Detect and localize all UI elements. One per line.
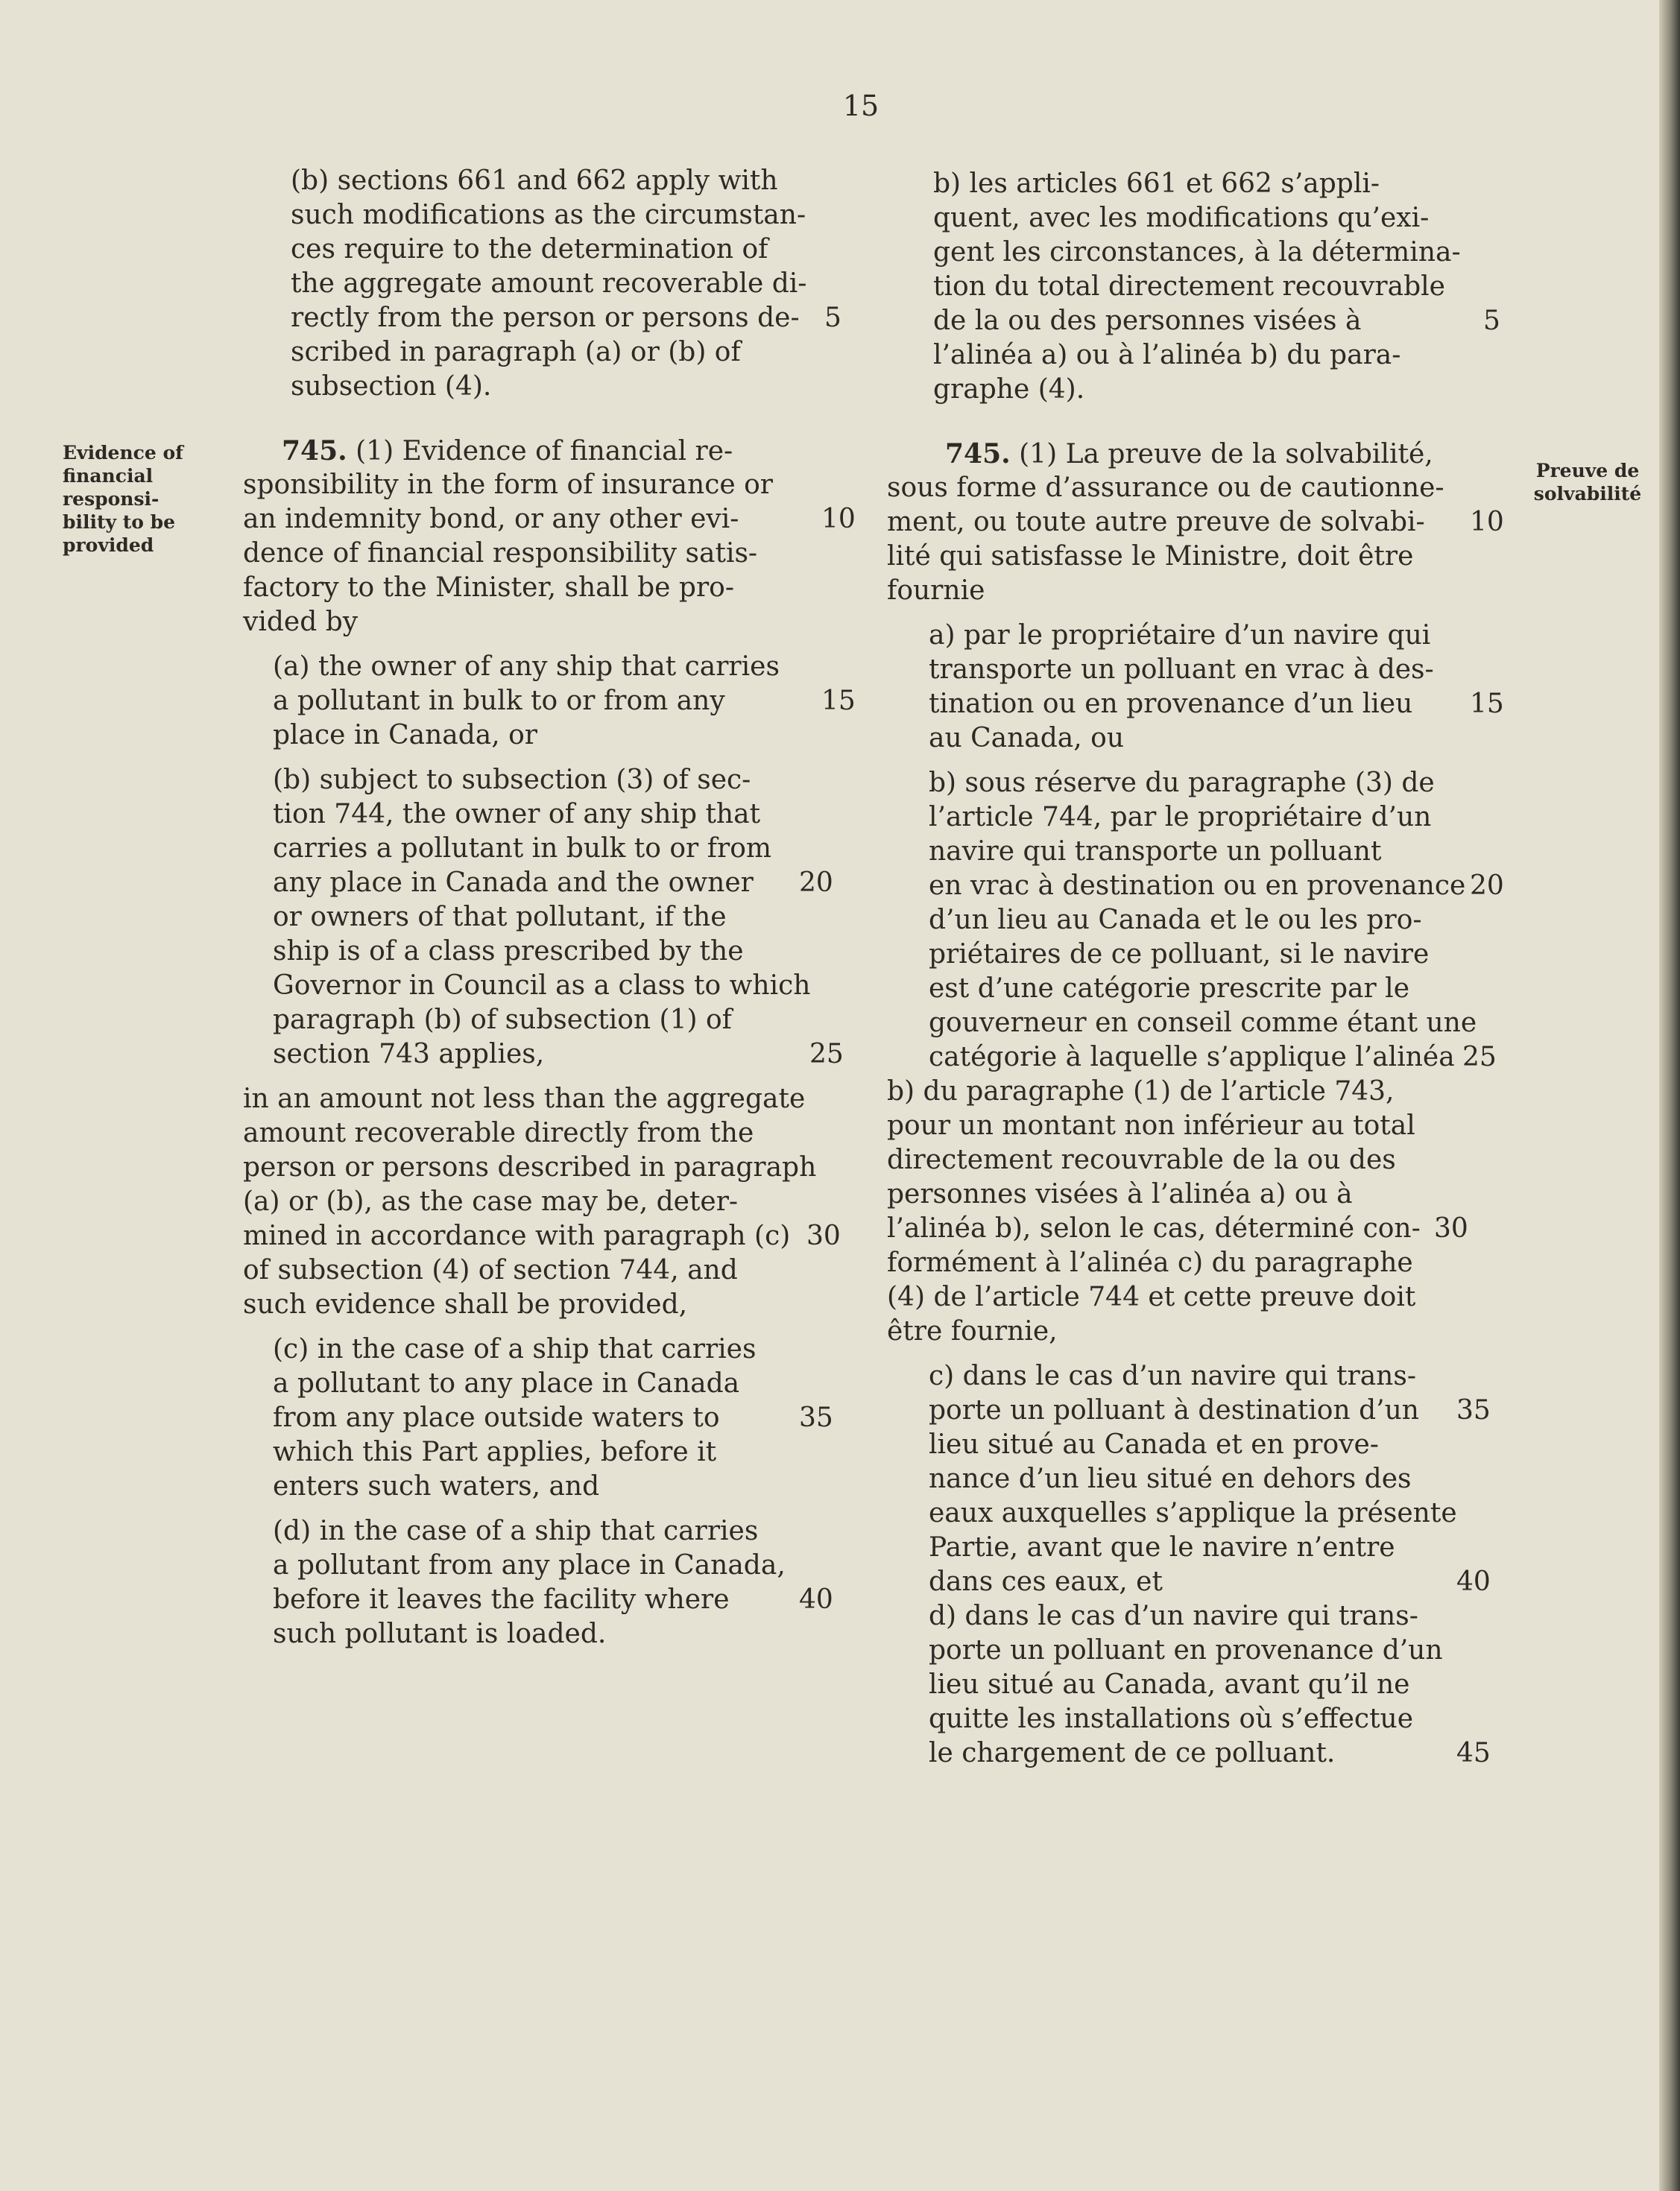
line-number: 5: [1483, 306, 1500, 336]
text-line: a pollutant to any place in Canada: [273, 1368, 740, 1399]
text-line: navire qui transporte un polluant: [929, 836, 1382, 867]
page-binding-edge: [1659, 0, 1680, 2191]
fr-section-745: [887, 437, 1504, 608]
line-number: 45: [1456, 1738, 1491, 1768]
text-line: [945, 437, 1498, 471]
line-number: 40: [799, 1584, 833, 1615]
text-line: [273, 866, 833, 900]
fr-paragraph-a: [929, 619, 1504, 756]
line-number: 30: [1434, 1213, 1468, 1244]
text-line: enters such waters, and: [273, 1471, 600, 1502]
text-line: gouverneur en conseil comme étant une: [929, 1008, 1477, 1038]
text-line: c) dans le cas d’un navire qui trans-: [929, 1361, 1416, 1391]
en-section-745: [243, 434, 856, 639]
marginal-note-line: financial: [63, 465, 154, 487]
text-line: directement recouvrable de la ou des: [887, 1145, 1396, 1175]
text-line: transporte un polluant en vrac à des-: [929, 654, 1434, 685]
line-text: an indemnity bond, or any other evi-: [243, 504, 739, 534]
text-line: priétaires de ce polluant, si le navire: [929, 939, 1430, 970]
text-line: [243, 502, 856, 537]
fr-paragraph-c: [929, 1359, 1498, 1599]
text-line: tion du total directement recouvrable: [933, 271, 1445, 302]
french-column: [887, 167, 1504, 1771]
fr-paragraph-b-intro: [933, 167, 1498, 407]
marginal-note-line: Preuve de: [1535, 460, 1640, 481]
en-paragraph-c: [273, 1332, 833, 1504]
marginal-note-line: Evidence of: [63, 442, 183, 464]
text-line: l’alinéa a) ou à l’alinéa b) du para-: [933, 340, 1401, 370]
text-line: amount recoverable directly from the: [243, 1118, 754, 1148]
text-line: l’article 744, par le propriétaire d’un: [929, 802, 1432, 832]
line-number: 10: [821, 504, 856, 534]
marginal-note-line: solvabilité: [1533, 483, 1642, 505]
line-text: dans ces eaux, et: [929, 1566, 1163, 1597]
line-text: ment, ou toute autre preuve de solvabi-: [887, 507, 1425, 537]
text-line: sous forme d’assurance ou de cautionne-: [887, 472, 1444, 503]
text-line: au Canada, ou: [929, 723, 1125, 753]
en-paragraph-b-intro: [291, 164, 841, 404]
text-line: paragraph (b) of subsection (1) of: [273, 1005, 732, 1035]
line-text: (1) Evidence of financial re-: [347, 436, 733, 467]
en-paragraph-a: [273, 650, 856, 753]
line-text: (1) La preuve de la solvabilité,: [1010, 439, 1433, 470]
text-line: of subsection (4) of section 744, and: [243, 1255, 738, 1286]
line-text: before it leaves the facility where: [273, 1584, 730, 1615]
text-line: être fournie,: [887, 1316, 1058, 1347]
line-text: l’alinéa b), selon le cas, déterminé con-: [887, 1213, 1421, 1244]
text-line: d’un lieu au Canada et le ou les pro-: [929, 905, 1422, 935]
line-text: rectly from the person or persons de-: [291, 303, 800, 333]
text-line: ces require to the determination of: [291, 234, 768, 265]
text-line: [282, 434, 817, 468]
text-line: [929, 1394, 1498, 1428]
text-line: [273, 1401, 833, 1435]
en-paragraph-d: [273, 1514, 833, 1651]
section-number: 745.: [945, 438, 1011, 470]
line-number: 40: [1456, 1566, 1491, 1597]
line-text: de la ou des personnes visées à: [933, 306, 1362, 336]
text-line: vided by: [243, 607, 359, 637]
text-line: [929, 1565, 1498, 1599]
line-number: 35: [799, 1403, 833, 1433]
text-line: [273, 1583, 833, 1617]
text-line: lieu situé au Canada, avant qu’il ne: [929, 1669, 1410, 1700]
line-number: 35: [1456, 1395, 1491, 1426]
text-line: scribed in paragraph (a) or (b) of: [291, 337, 741, 367]
text-line: subsection (4).: [291, 371, 492, 402]
line-text: a pollutant in bulk to or from any: [273, 686, 725, 716]
text-line: Governor in Council as a class to which: [273, 970, 811, 1001]
text-line: [929, 687, 1504, 721]
text-line: [929, 1736, 1498, 1771]
text-line: (c) in the case of a ship that carries: [273, 1334, 757, 1365]
text-line: in an amount not less than the aggregate: [243, 1084, 806, 1114]
text-line: a) par le propriétaire d’un navire qui: [929, 620, 1431, 651]
line-text: tination ou en provenance d’un lieu: [929, 689, 1413, 719]
text-line: [273, 684, 856, 718]
line-text: porte un polluant à destination d’un: [929, 1395, 1419, 1426]
text-line: personnes visées à l’alinéa a) ou à: [887, 1179, 1353, 1210]
line-number: 25: [1462, 1042, 1497, 1072]
text-line: [887, 505, 1504, 540]
page-number: 15: [842, 89, 880, 122]
text-line: dence of financial responsibility satis-: [243, 538, 758, 569]
text-line: graphe (4).: [933, 374, 1085, 405]
text-line: d) dans le cas d’un navire qui trans-: [929, 1601, 1418, 1631]
fr-paragraph-b: [887, 766, 1504, 1349]
english-column: [243, 164, 856, 1651]
text-line: [291, 301, 841, 335]
line-text: section 743 applies,: [273, 1039, 545, 1069]
fr-paragraph-d: [929, 1599, 1498, 1771]
text-line: (d) in the case of a ship that carries: [273, 1516, 759, 1546]
text-line: Partie, avant que le navire n’entre: [929, 1532, 1395, 1563]
text-line: place in Canada, or: [273, 720, 538, 750]
text-line: quitte les installations où s’effectue: [929, 1704, 1414, 1734]
text-line: (a) the owner of any ship that carries: [273, 651, 780, 682]
line-number: 25: [809, 1039, 844, 1069]
text-line: such modifications as the circumstan-: [291, 200, 806, 230]
text-line: such pollutant is loaded.: [273, 1619, 607, 1649]
text-line: the aggregate amount recoverable di-: [291, 268, 807, 299]
text-line: (a) or (b), as the case may be, deter-: [243, 1186, 739, 1217]
text-line: fournie: [887, 575, 985, 606]
line-text: any place in Canada and the owner: [273, 867, 754, 898]
text-line: formément à l’alinéa c) du paragraphe: [887, 1248, 1413, 1278]
text-line: such evidence shall be provided,: [243, 1289, 688, 1320]
line-number: 15: [1470, 689, 1504, 719]
section-number: 745.: [282, 435, 347, 467]
text-line: (4) de l’article 744 et cette preuve doit: [887, 1282, 1416, 1312]
line-text: mined in accordance with paragraph (c): [243, 1221, 791, 1251]
text-line: [933, 304, 1498, 338]
text-line: b) sous réserve du paragraphe (3) de: [929, 768, 1435, 798]
text-line: gent les circonstances, à la détermina-: [933, 237, 1461, 268]
line-text: from any place outside waters to: [273, 1403, 720, 1433]
marginal-note-line: responsi-: [63, 488, 160, 510]
text-line: (b) subject to subsection (3) of sec-: [273, 765, 751, 795]
text-line: person or persons described in paragraph: [243, 1152, 817, 1183]
text-line: or owners of that pollutant, if the: [273, 902, 727, 932]
text-line: carries a pollutant in bulk to or from: [273, 833, 772, 864]
text-line: quent, avec les modifications qu’exi-: [933, 203, 1430, 233]
text-line: a pollutant from any place in Canada,: [273, 1550, 786, 1581]
text-line: ship is of a class prescribed by the: [273, 936, 744, 967]
line-number: 5: [824, 303, 841, 333]
text-line: b) les articles 661 et 662 s’appli-: [933, 168, 1380, 199]
line-number: 15: [821, 686, 856, 716]
en-amount-clause: [243, 1082, 841, 1322]
text-line: [929, 869, 1504, 903]
text-line: est d’une catégorie prescrite par le: [929, 973, 1409, 1004]
line-text: catégorie à laquelle s’applique l’alinéa: [929, 1042, 1455, 1072]
text-line: [929, 1040, 1498, 1075]
text-line: sponsibility in the form of insurance or: [243, 470, 773, 500]
text-line: lieu situé au Canada et en prove-: [929, 1429, 1379, 1460]
text-line: pour un montant non inférieur au total: [887, 1110, 1415, 1141]
text-line: eaux auxquelles s’applique la présente: [929, 1498, 1457, 1528]
marginal-note-en: [63, 441, 212, 557]
line-number: 20: [799, 867, 833, 898]
text-line: (b) sections 661 and 662 apply with: [291, 165, 778, 196]
text-line: factory to the Minister, shall be pro-: [243, 572, 735, 603]
marginal-note-line: provided: [63, 534, 154, 556]
text-line: porte un polluant en provenance d’un: [929, 1635, 1443, 1666]
marginal-note-line: bility to be: [63, 511, 176, 533]
text-line: [887, 1212, 1498, 1246]
text-line: which this Part applies, before it: [273, 1437, 717, 1467]
text-line: tion 744, the owner of any ship that: [273, 799, 761, 829]
marginal-note-fr: [1513, 459, 1662, 505]
text-line: [243, 1219, 841, 1253]
text-line: [273, 1037, 844, 1072]
en-paragraph-b: [273, 763, 844, 1072]
line-number: 20: [1470, 870, 1504, 901]
text-line: b) du paragraphe (1) de l’article 743,: [887, 1076, 1395, 1107]
line-text: le chargement de ce polluant.: [929, 1738, 1336, 1768]
line-text: en vrac à destination ou en provenance: [929, 870, 1466, 901]
text-line: nance d’un lieu situé en dehors des: [929, 1464, 1412, 1494]
line-number: 30: [806, 1221, 841, 1251]
line-number: 10: [1470, 507, 1504, 537]
text-line: lité qui satisfasse le Ministre, doit être: [887, 541, 1414, 572]
